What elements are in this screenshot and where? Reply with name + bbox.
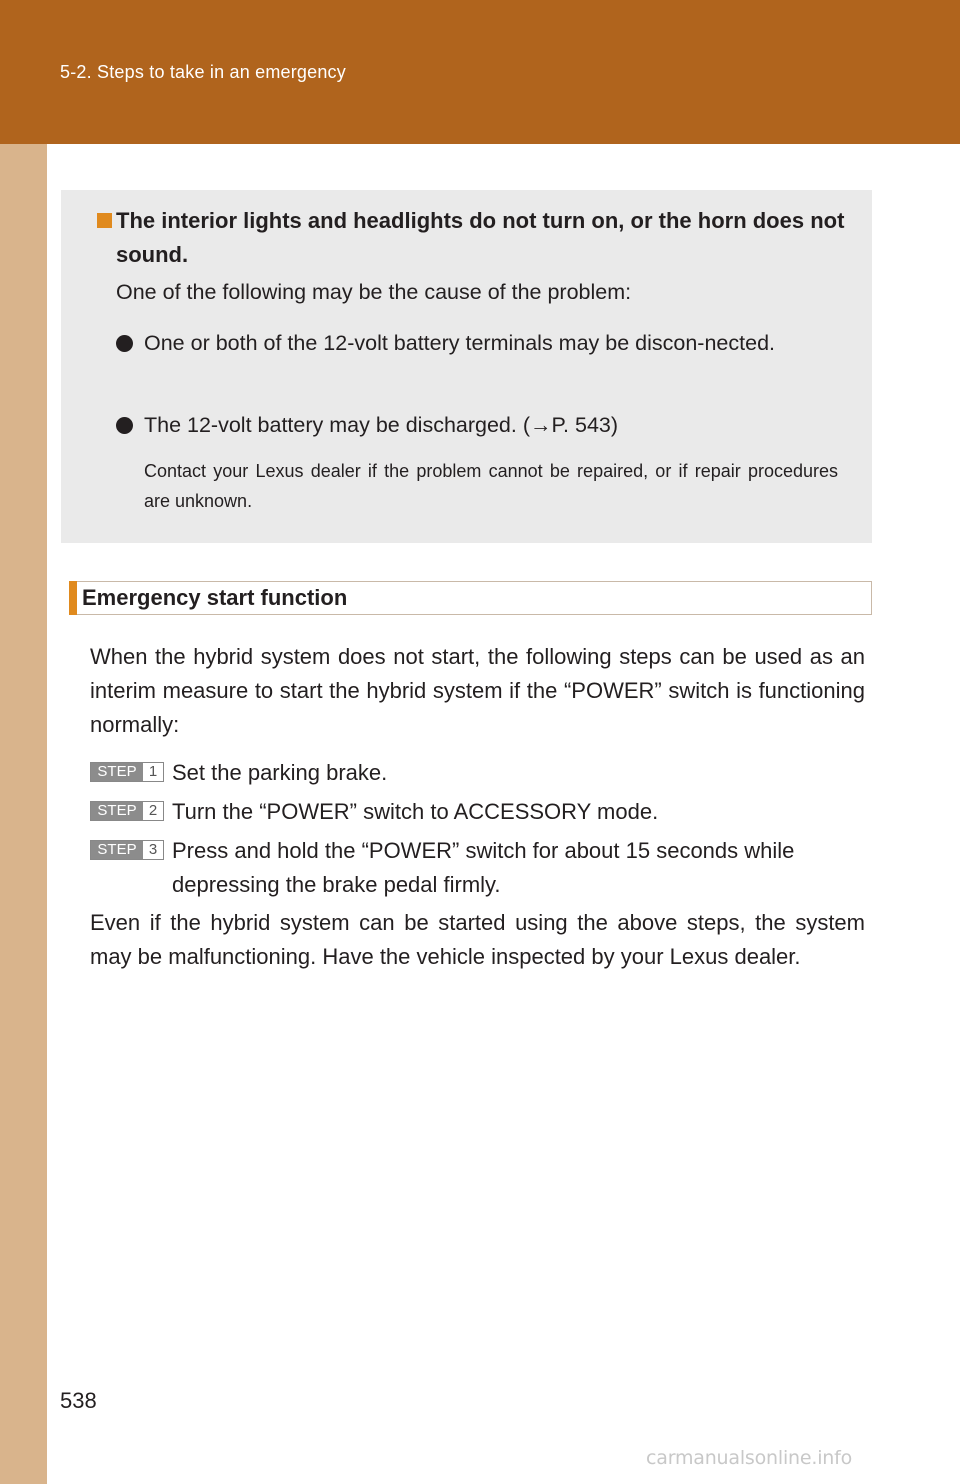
section-heading-text: Emergency start function (82, 585, 348, 610)
step-item (90, 756, 865, 790)
info-note: Contact your Lexus dealer if the problem cannot be repaired, or if repair procedures are unknown. (144, 461, 838, 511)
page-number: 538 (60, 1388, 97, 1413)
list-item-text: One or both of the 12-volt battery terminals may be discon-nected. (144, 331, 775, 355)
bullet-dot-icon (116, 335, 133, 352)
heading-accent-bar (69, 581, 77, 615)
step-badge (90, 840, 164, 860)
step-text: Turn the “POWER” switch to ACCESSORY mode. (172, 799, 659, 824)
page-header (0, 0, 960, 144)
step-item (90, 834, 865, 902)
step-badge (90, 762, 164, 782)
step-text: Set the parking brake. (172, 760, 388, 785)
closing-paragraph: Even if the hybrid system can be started using the above steps, the system may be malfunctioning. Have the vehicle inspected by your Lexus dealer. (90, 910, 865, 969)
step-badge (90, 801, 164, 821)
list-item-text: The 12-volt battery may be discharged. (→P. 543) (144, 413, 619, 437)
watermark: carmanualsonline.info (646, 1447, 853, 1469)
list-item (116, 326, 842, 360)
step-badge-number: 1 (143, 763, 163, 781)
info-intro: One of the following may be the cause of the problem: (116, 280, 632, 304)
section-heading (70, 581, 872, 615)
step-badge-number: 3 (143, 841, 163, 859)
info-heading-text: The interior lights and headlights do not turn on, or the horn does not sound. (116, 208, 845, 267)
intro-paragraph: When the hybrid system does not start, the following steps can be used as an interim measure to start the hybrid system if the “POWER” switch is functioning normally: (90, 644, 865, 737)
step-badge-label: STEP (91, 802, 143, 820)
step-badge-number: 2 (143, 802, 163, 820)
step-item (90, 795, 865, 829)
step-text: Press and hold the “POWER” switch for about 15 seconds while depressing the brake pedal firmly. (172, 838, 795, 897)
info-heading (116, 204, 846, 272)
list-item (116, 408, 842, 442)
info-box (61, 190, 872, 543)
left-margin-band (0, 0, 47, 1484)
square-bullet-icon (97, 213, 112, 228)
step-badge-label: STEP (91, 763, 143, 781)
step-badge-label: STEP (91, 841, 143, 859)
section-title: 5-2. Steps to take in an emergency (60, 62, 346, 82)
bullet-dot-icon (116, 417, 133, 434)
